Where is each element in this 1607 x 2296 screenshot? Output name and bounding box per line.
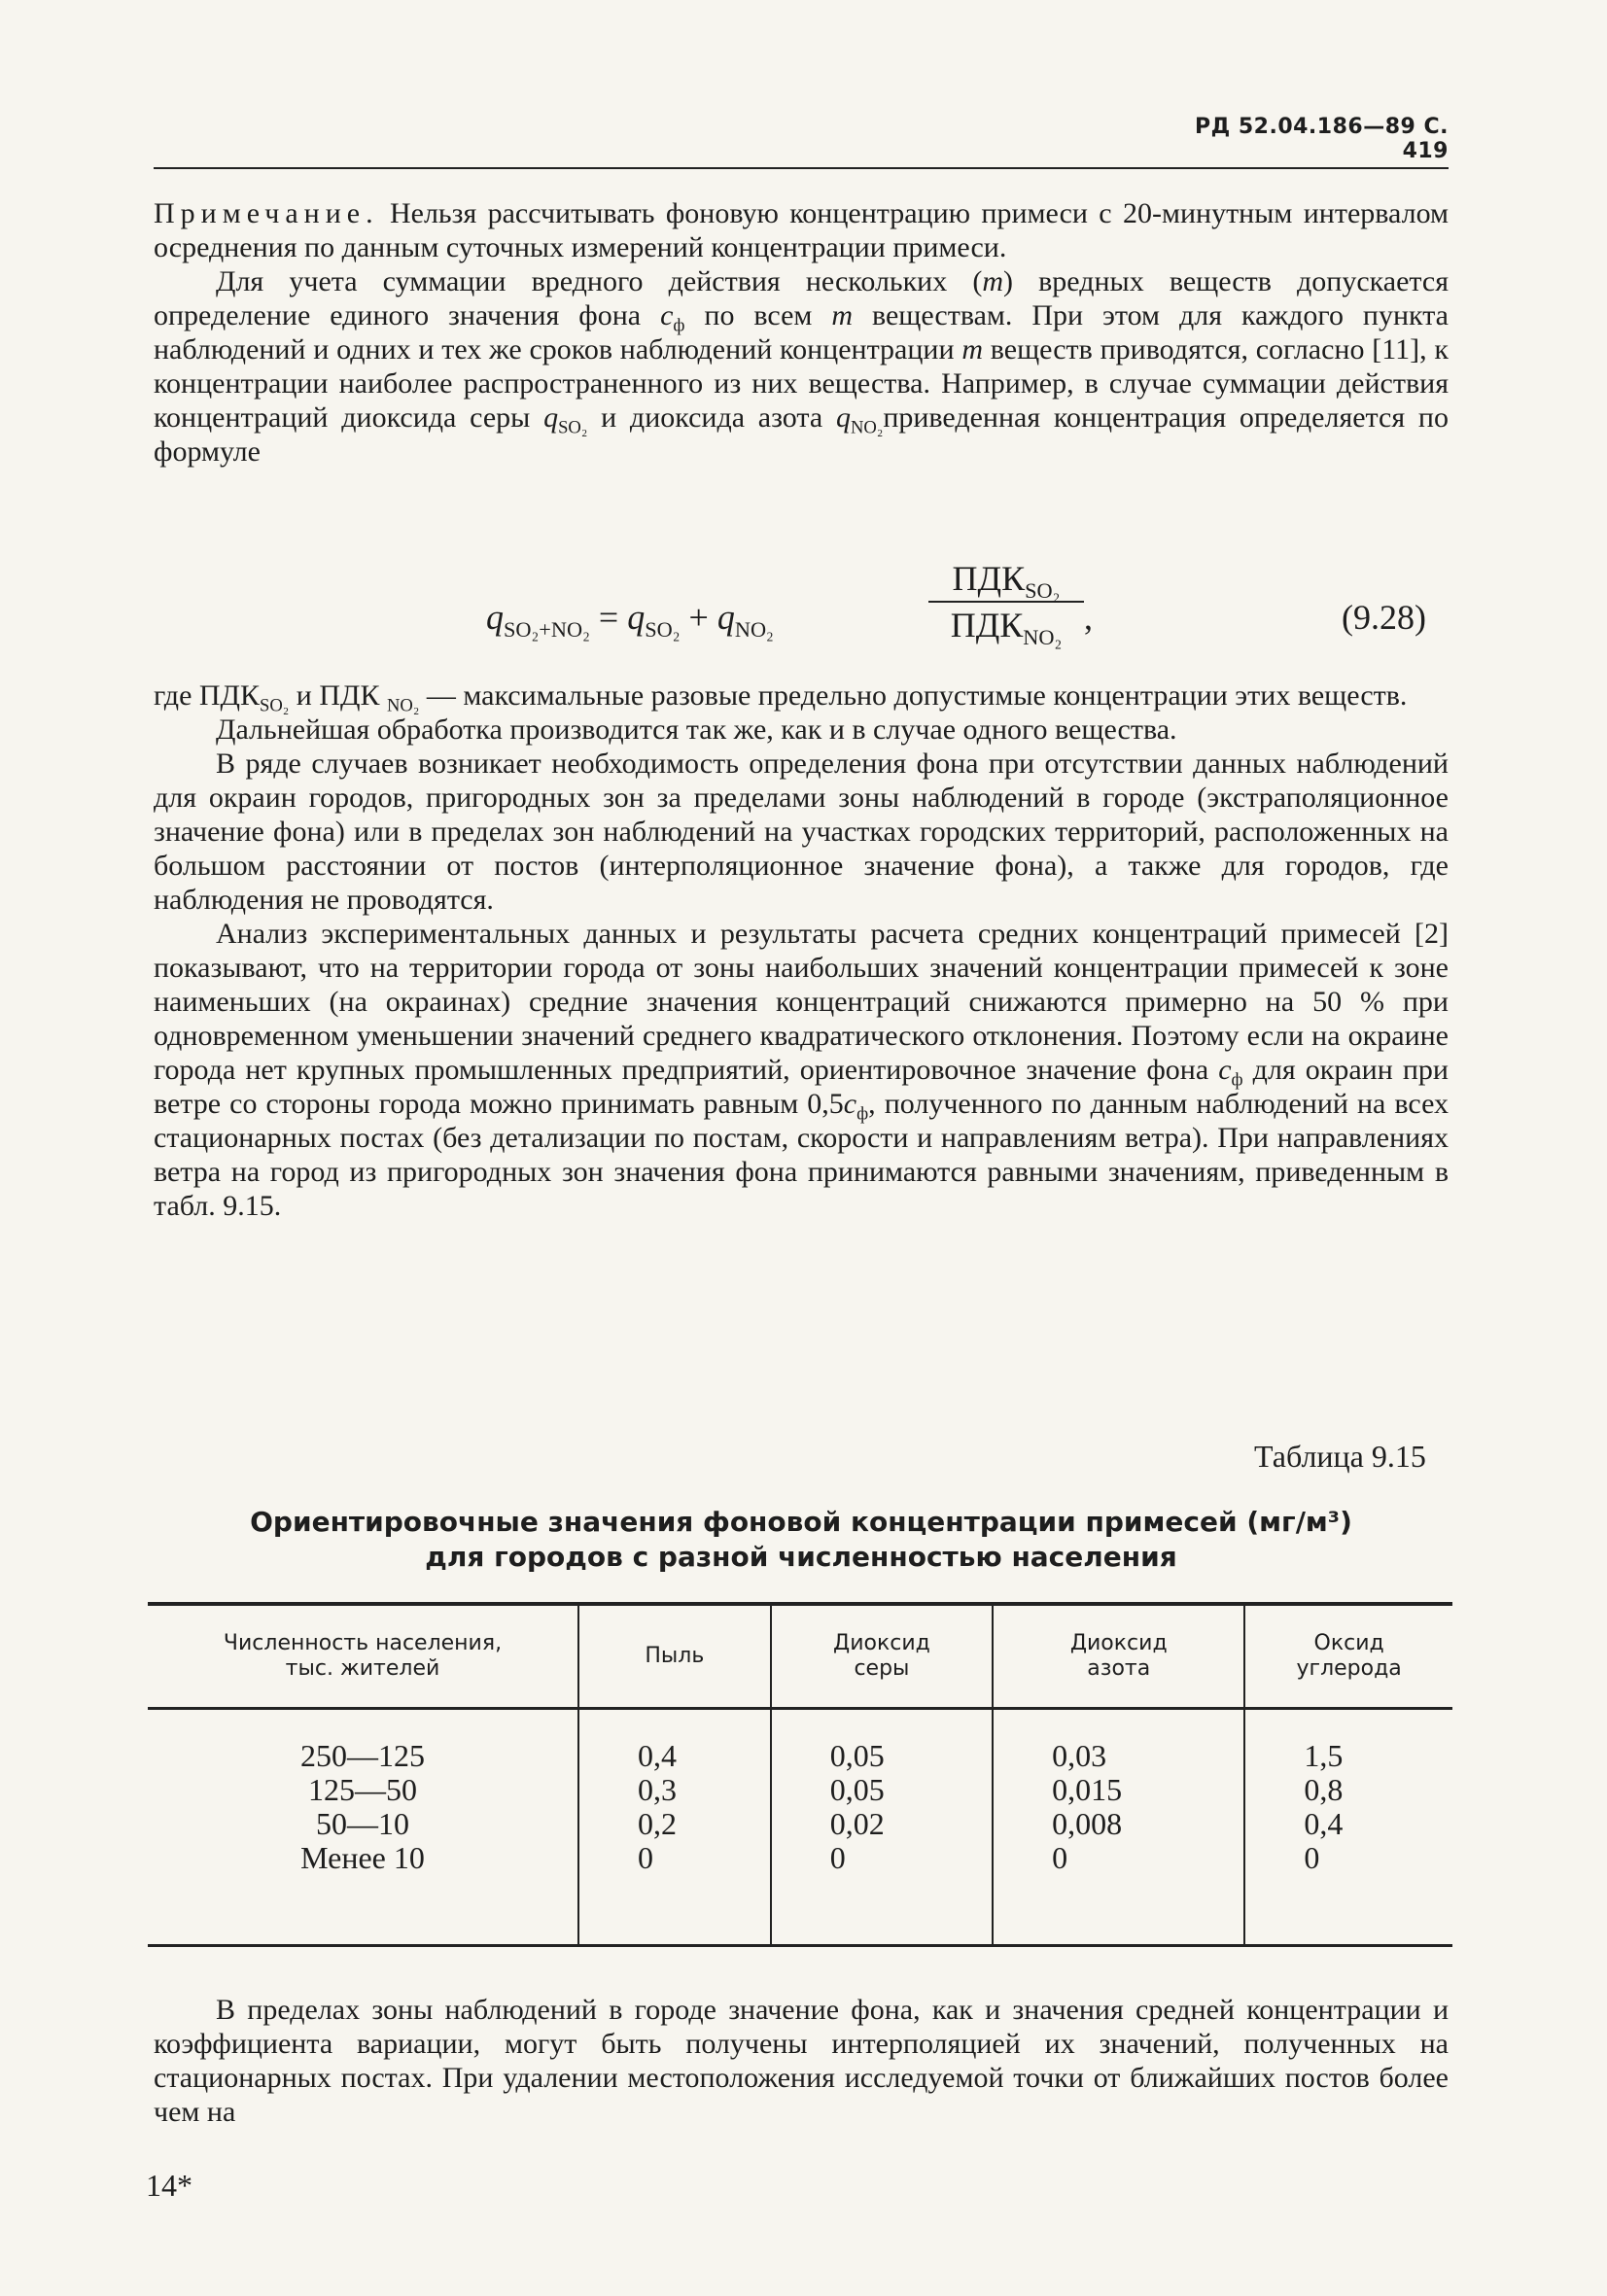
header-no2-line1: Диоксид xyxy=(1069,1631,1168,1655)
paragraph-where xyxy=(154,678,1449,716)
paragraph-interpolation: В пределах зоны наблюдений в городе значение фона, как и значения средней концентрации и коэффициента вариации, могут быть получены интерполяцией их значений, полученных на стационарных постах. При удалении местоположения исследуемой точки от ближайших постов более чем на xyxy=(154,1994,1449,2128)
fraction-numerator xyxy=(928,558,1084,603)
p1-q2: q xyxy=(835,401,851,434)
table-cell: Менее 10 xyxy=(300,1840,425,1875)
p1-m3: m xyxy=(961,333,983,365)
p1-c-sub: ф xyxy=(673,315,685,336)
header-nitrogen-dioxide xyxy=(993,1604,1244,1709)
p5-c2-sub: ф xyxy=(856,1103,869,1125)
table-cell: 0 xyxy=(638,1840,653,1875)
p1-text-g: и диоксида азота xyxy=(587,401,836,434)
table-cell: 50—10 xyxy=(316,1806,409,1841)
formula-q: q xyxy=(486,598,504,637)
body-text-middle xyxy=(154,678,1449,1223)
table-cell: 0,05 xyxy=(829,1772,885,1807)
formula-9-28 xyxy=(486,558,1458,665)
header-population xyxy=(148,1604,578,1709)
p1-c: c xyxy=(660,299,674,331)
formula-number: (9.28) xyxy=(1342,598,1426,637)
table-cell: 125—50 xyxy=(308,1772,417,1807)
table-cell: 0,02 xyxy=(829,1806,885,1841)
page-header-code: РД 52.04.186—89 С. 419 xyxy=(1194,115,1449,163)
formula-q-no2: q xyxy=(716,598,735,637)
formula-sub-no2: NO₂ xyxy=(734,616,774,642)
p2-b-sub: NO₂ xyxy=(387,695,420,716)
p1-q2-sub: NO₂ xyxy=(850,417,884,438)
table-cell: 0,008 xyxy=(1052,1806,1123,1841)
header-divider xyxy=(154,167,1449,169)
header-co-line1: Оксид xyxy=(1313,1631,1384,1655)
formula-lhs-sub: SO₂+NO₂ xyxy=(504,616,590,642)
body-text-lower xyxy=(154,1993,1449,2129)
denominator-text: ПДК xyxy=(950,606,1024,644)
table-cell: 0,015 xyxy=(1052,1772,1123,1807)
p5-text-c: , полученного по данным наблюдений на всех стационарных постах (без детализации по постам, скорости и направлениям ветра). При направлениях ветра на город из пригородных зон значения фона принимаются равными значениям, приведенным в табл. 9.15. xyxy=(154,1088,1449,1222)
denominator-sub: NO₂ xyxy=(1023,624,1063,649)
cell-nitrogen-dioxide xyxy=(993,1709,1244,1946)
table-cell: 0 xyxy=(1052,1840,1068,1875)
note-label: Примечание. xyxy=(154,197,379,229)
formula-comma: , xyxy=(1084,598,1093,637)
fraction-bar xyxy=(928,601,1084,603)
table-cell: 0,4 xyxy=(1304,1806,1344,1841)
cell-population xyxy=(148,1709,578,1946)
formula-q-so2: q xyxy=(627,598,646,637)
formula-fraction xyxy=(928,558,1084,649)
formula-plus: + xyxy=(680,598,717,637)
cell-sulfur-dioxide xyxy=(771,1709,993,1946)
table-cell: 0,03 xyxy=(1052,1738,1107,1773)
p2-text-b: и ПДК xyxy=(289,679,387,712)
header-dust-line1: Пыль xyxy=(645,1644,705,1668)
p1-q1-sub: SO₂ xyxy=(558,417,588,438)
p1-text-d: по всем xyxy=(684,299,832,331)
header-population-line1: Численность населения, xyxy=(223,1631,503,1655)
table-cell: 0,2 xyxy=(638,1806,677,1841)
numerator-sub: SO₂ xyxy=(1025,577,1061,603)
table-title-line2: для городов с разной численностью населения xyxy=(425,1541,1177,1573)
p5-text-b: для окраин при ветре со стороны города можно принимать равным 0,5 xyxy=(154,1054,1449,1120)
table-cell: 0,05 xyxy=(829,1738,885,1773)
numerator-text: ПДК xyxy=(952,559,1026,598)
table-label: Таблица 9.15 xyxy=(1254,1439,1426,1474)
p5-c1-sub: ф xyxy=(1231,1069,1243,1091)
header-so2-line2: серы xyxy=(854,1656,910,1681)
p2-text-a: где ПДК xyxy=(154,679,261,712)
fraction-denominator xyxy=(928,605,1084,649)
body-text-upper xyxy=(154,196,1449,469)
p2-text-c: — максимальные разовые предельно допустимые концентрации этих веществ. xyxy=(419,679,1408,712)
table-cell: 0 xyxy=(829,1840,846,1875)
header-sulfur-dioxide xyxy=(771,1604,993,1709)
p1-m1: m xyxy=(982,265,1004,297)
header-co-line2: углерода xyxy=(1296,1656,1402,1681)
paragraph-analysis xyxy=(154,917,1449,1223)
formula-equals: = xyxy=(589,598,628,637)
page-signature-number: 14* xyxy=(146,2168,192,2203)
paragraph-summation xyxy=(154,264,1449,469)
header-so2-line1: Диоксид xyxy=(833,1631,930,1655)
table-data-row xyxy=(148,1709,1452,1946)
header-population-line2: тыс. жителей xyxy=(285,1656,440,1681)
paragraph-background: В ряде случаев возникает необходимость определения фона при отсутствии данных наблюдений для окраин городов, пригородных зон за пределами зоны наблюдений в городе (экстраполяционное значение фона) или в пределах зон наблюдений на участках городских территорий, расположенных на большом расстоянии от постов (интерполяционное значение фона), а также для городов, где наблюдения не проводятся. xyxy=(154,748,1449,916)
p2-a-sub: SO₂ xyxy=(260,695,290,716)
p1-q1: q xyxy=(543,401,559,434)
table-cell: 1,5 xyxy=(1304,1738,1344,1773)
p1-text-b: ) вредных веществ допускается определение единого значения фона xyxy=(154,265,1449,331)
table-title-line1: Ориентировочные значения фоновой концентрации примесей (мг/м³) xyxy=(250,1506,1352,1538)
header-no2-line2: азота xyxy=(1087,1656,1151,1681)
table-cell: 250—125 xyxy=(300,1738,425,1773)
table-header-row xyxy=(148,1604,1452,1709)
table-cell: 0,4 xyxy=(638,1738,677,1773)
p1-text-a: Для учета суммации вредного действия нескольких ( xyxy=(216,265,983,297)
table-cell: 0,8 xyxy=(1304,1772,1344,1807)
paragraph-processing: Дальнейшая обработка производится так же, как и в случае одного вещества. xyxy=(216,713,1177,746)
note-paragraph xyxy=(154,196,1449,264)
note-text: Нельзя рассчитывать фоновую концентрацию примеси с 20-минутным интервалом осреднения по данным суточных измерений концентрации примеси. xyxy=(154,197,1449,263)
table-cell: 0,3 xyxy=(638,1772,677,1807)
table-title xyxy=(154,1505,1449,1575)
p1-text-e: веществам. При этом для каждого пункта наблюдений и одних и тех же сроков наблюдений концентрации xyxy=(154,299,1449,365)
formula-lhs xyxy=(486,597,774,642)
p1-text-h: приведенная концентрация определяется по формуле xyxy=(154,401,1449,468)
header-carbon-monoxide xyxy=(1244,1604,1452,1709)
p5-text-a: Анализ экспериментальных данных и результаты расчета средних концентраций примесей [2] показывают, что на территории города от зоны наибольших значений концентрации примесей к зоне наименьших (на окраинах) средние значения концентраций снижаются примерно на 50 % при одновременном уменьшении значений среднего квадратического отклонения. Поэтому если на окраине города нет крупных промышленных предприятий, ориентировочное значение фона xyxy=(154,918,1449,1086)
formula-sub-so2: SO₂ xyxy=(645,616,681,642)
cell-carbon-monoxide xyxy=(1244,1709,1452,1946)
p5-c2: c xyxy=(843,1088,857,1120)
header-dust xyxy=(578,1604,771,1709)
p1-m2: m xyxy=(831,299,853,331)
table-cell: 0 xyxy=(1304,1840,1320,1875)
p5-c1: c xyxy=(1218,1054,1232,1086)
cell-dust xyxy=(578,1709,771,1946)
p1-text-f: веществ приводятся, согласно [11], к концентрации наиболее распространенного из них вещества. Например, в случае суммации действия концентраций диоксида серы xyxy=(154,333,1449,434)
background-concentration-table xyxy=(148,1602,1452,1947)
